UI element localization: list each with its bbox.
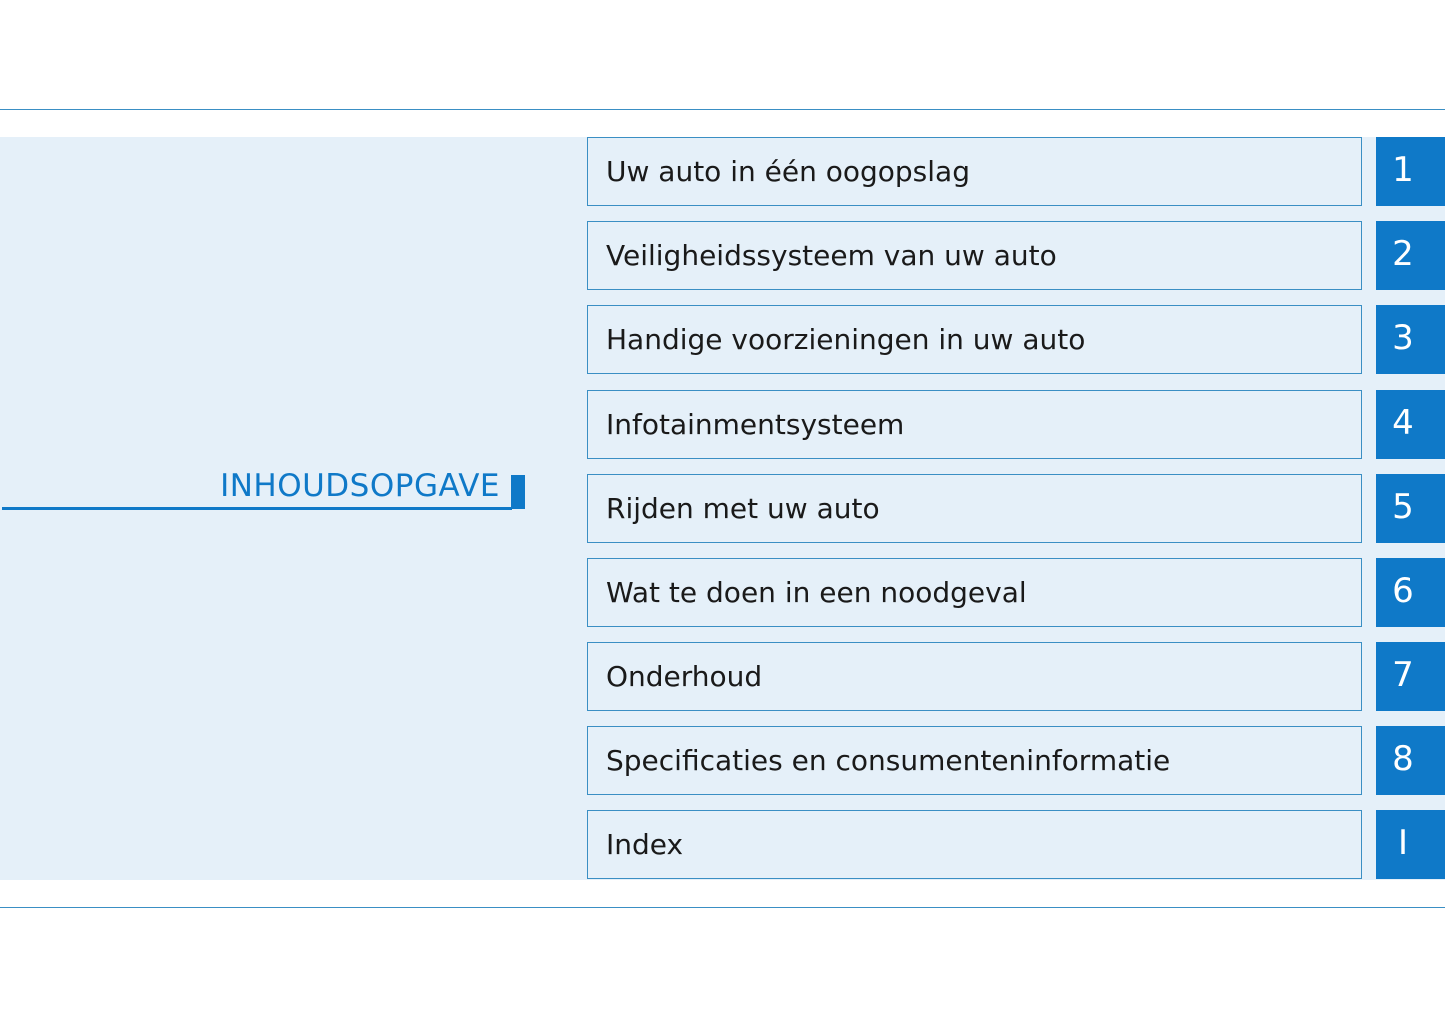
toc-item-7[interactable] [587, 642, 1445, 711]
chapter-number: 8 [1392, 739, 1414, 779]
toc-item-6[interactable] [587, 558, 1445, 627]
chapter-number: 7 [1392, 655, 1414, 695]
chapter-number: 1 [1392, 150, 1414, 190]
chapter-tab[interactable] [1376, 137, 1445, 206]
chapter-number: I [1397, 823, 1409, 863]
chapter-tab[interactable] [1376, 390, 1445, 459]
toc-item-box [587, 474, 1362, 543]
chapter-tab[interactable] [1376, 726, 1445, 795]
toc-item-title: Uw auto in één oogopslag [606, 155, 970, 188]
toc-item-index[interactable] [587, 810, 1445, 879]
heading-accent-bar [511, 475, 525, 509]
toc-item-box [587, 810, 1362, 879]
toc-item-box [587, 221, 1362, 290]
chapter-number: 4 [1392, 403, 1414, 443]
toc-item-4[interactable] [587, 390, 1445, 459]
toc-item-title: Onderhoud [606, 660, 763, 693]
section-heading [0, 466, 525, 510]
page-title: INHOUDSOPGAVE [220, 468, 500, 504]
chapter-number: 3 [1392, 318, 1414, 358]
chapter-tab[interactable] [1376, 558, 1445, 627]
top-rule [0, 109, 1445, 110]
chapter-number: 2 [1392, 234, 1414, 274]
toc-item-3[interactable] [587, 305, 1445, 374]
toc-item-title: Veiligheidssysteem van uw auto [606, 239, 1057, 272]
toc-item-8[interactable] [587, 726, 1445, 795]
toc-item-title: Infotainmentsysteem [606, 408, 905, 441]
toc-item-box [587, 305, 1362, 374]
toc-item-title: Wat te doen in een noodgeval [606, 576, 1027, 609]
toc-item-title: Rijden met uw auto [606, 492, 880, 525]
chapter-tab[interactable] [1376, 305, 1445, 374]
chapter-number: 6 [1392, 571, 1414, 611]
chapter-number: 5 [1392, 487, 1414, 527]
toc-item-1[interactable] [587, 137, 1445, 206]
toc-item-box [587, 558, 1362, 627]
toc-item-box [587, 726, 1362, 795]
toc-item-title: Index [606, 828, 684, 861]
toc-item-title: Specificaties en consumenteninformatie [606, 744, 1171, 777]
heading-underline [2, 507, 512, 510]
chapter-tab[interactable] [1376, 474, 1445, 543]
toc-item-title: Handige voorzieningen in uw auto [606, 323, 1086, 356]
bottom-rule [0, 907, 1445, 908]
toc-item-2[interactable] [587, 221, 1445, 290]
toc-item-box [587, 642, 1362, 711]
toc-item-box [587, 137, 1362, 206]
chapter-tab[interactable] [1376, 642, 1445, 711]
chapter-tab[interactable] [1376, 221, 1445, 290]
toc-item-box [587, 390, 1362, 459]
toc-item-5[interactable] [587, 474, 1445, 543]
chapter-tab[interactable] [1376, 810, 1445, 879]
